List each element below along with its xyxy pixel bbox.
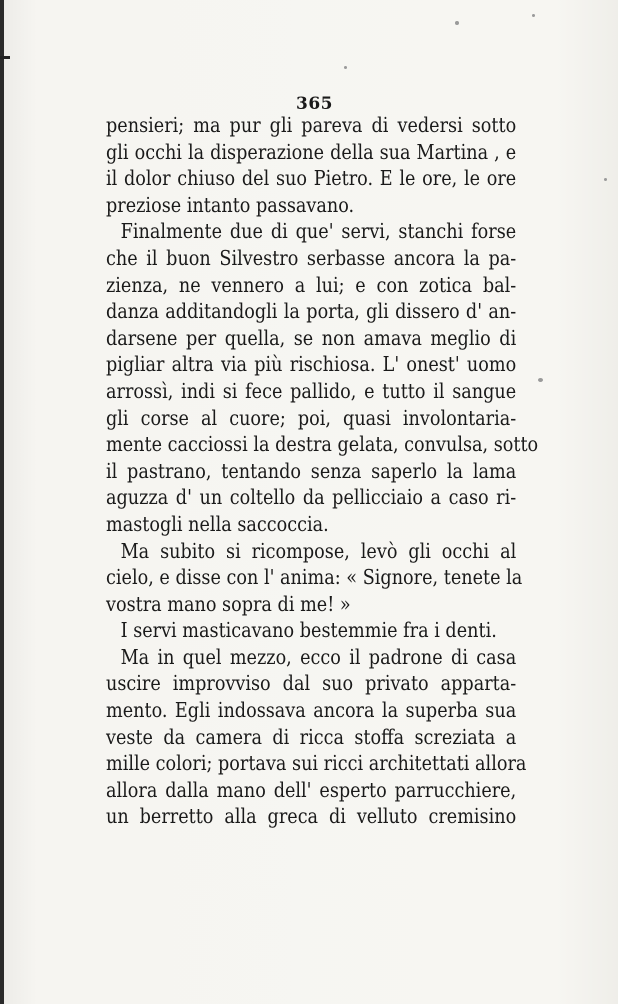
- paper-speck: [344, 66, 347, 69]
- paper-speck: [532, 14, 535, 17]
- text-line: mente cacciossi la destra gelata, convulsa, sotto: [106, 432, 539, 457]
- text-line: pensieri; ma pur gli pareva di vedersi sotto: [106, 113, 517, 137]
- text-line: arrossì, indi si fece pallido, e tutto il sangue: [106, 378, 517, 403]
- text-line: cielo, e disse con l' anima: « Signore, tenete la: [106, 565, 523, 590]
- text-line: aguzza d' un coltello da pellicciaio a caso ri-: [106, 485, 517, 510]
- text-line: gli corse al cuore; poi, quasi involontaria-: [106, 405, 517, 430]
- text-line: preziose intanto passavano.: [106, 192, 355, 217]
- text-line: il pastrano, tentando senza saperlo la lama: [106, 458, 517, 483]
- text-line: Finalmente due di que' servi, stanchi forse: [120, 219, 517, 244]
- text-line: uscire improvviso dal suo privato apparta-: [106, 671, 517, 696]
- text-line: danza additandogli la porta, gli dissero d' an-: [106, 299, 517, 324]
- text-line: Ma in quel mezzo, ecco il padrone di casa: [120, 644, 517, 669]
- text-line: pigliar altra via più rischiosa. L' onest' uomo: [106, 352, 517, 377]
- text-line: mastogli nella saccoccia.: [106, 511, 329, 536]
- body-text: [106, 112, 539, 830]
- page-binding-edge: [0, 0, 4, 1004]
- paper-speck: [455, 21, 459, 25]
- text-line: darsene per quella, se non amava meglio di: [106, 325, 517, 350]
- page-number: 365: [296, 94, 333, 114]
- text-line: vostra mano sopra di me! »: [106, 591, 351, 616]
- text-line: un berretto alla greca di velluto cremisino: [106, 804, 517, 829]
- text-line: mento. Egli indossava ancora la superba sua: [106, 698, 517, 723]
- text-line: veste da camera di ricca stoffa screziata a: [106, 724, 517, 749]
- text-line: Ma subito si ricompose, levò gli occhi al: [120, 538, 517, 563]
- text-line: zienza, ne vennero a lui; e con zotica bal-: [106, 272, 517, 297]
- text-line: I servi masticavano bestemmie fra i denti.: [120, 618, 497, 643]
- paper-speck: [604, 178, 607, 181]
- text-line: gli occhi la disperazione della sua Martina , e: [106, 139, 517, 164]
- text-line: mille colori; portava sui ricci architettati allora: [106, 751, 527, 776]
- text-line: allora dalla mano dell' esperto parrucchiere,: [106, 777, 517, 802]
- paper-speck: [538, 378, 543, 382]
- text-line: il dolor chiuso del suo Pietro. E le ore, le ore: [106, 166, 517, 191]
- text-line: che il buon Silvestro serbasse ancora la pa-: [106, 245, 517, 270]
- binding-mark: [0, 56, 10, 59]
